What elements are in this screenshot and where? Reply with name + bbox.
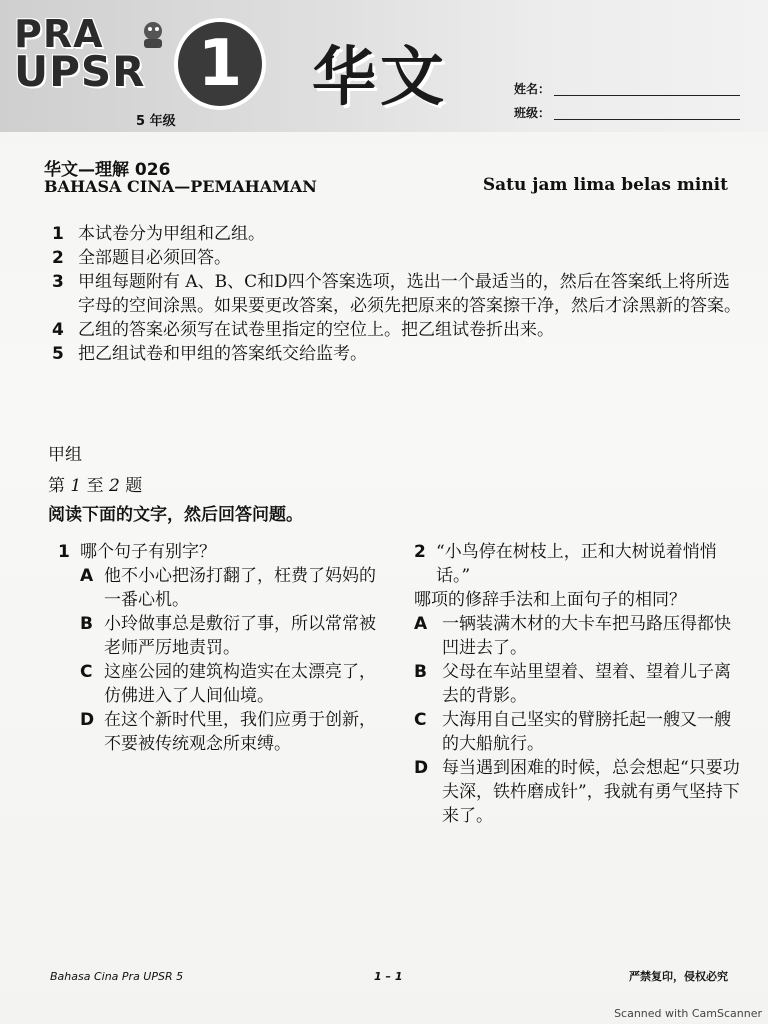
instruction-text: 甲组每题附有 A、B、C和D四个答案选项，选出一个最适当的，然后在答案纸上将所选字母的空间涂黑。如果要更改答案，必须先把原来的答案擦干净，然后才涂黑新的答案。 (78, 272, 741, 316)
instruction-number: 3 (52, 272, 64, 292)
instruction-number: 4 (52, 320, 64, 340)
question-stem-secondary: 哪项的修辞手法和上面句子的相同？ (414, 590, 686, 610)
option-label: A (414, 614, 428, 634)
subject-chinese: 华文—理解 026 (44, 160, 171, 180)
class-field (514, 104, 742, 122)
page-title: 华文 (312, 41, 448, 115)
grade-label: 5 年级 (136, 114, 176, 129)
range-from: 1 (70, 476, 82, 496)
instruction-text: 把乙组试卷和甲组的答案纸交给监考。 (78, 344, 367, 364)
option-c[interactable] (414, 708, 744, 756)
logo-line1: PRA (14, 12, 104, 56)
footer-book-title: Bahasa Cina Pra UPSR 5 (50, 970, 184, 983)
option-text: 这座公园的建筑构造实在太漂亮了，仿佛进入了人间仙境。 (104, 662, 376, 706)
logo-line2: UPSR (14, 47, 146, 96)
instruction-text: 乙组的答案必须写在试卷里指定的空位上。把乙组试卷折出来。 (78, 320, 554, 340)
option-text: 他不小心把汤打翻了，枉费了妈妈的一番心机。 (104, 566, 376, 610)
instruction-text: 全部题目必须回答。 (78, 248, 231, 268)
question-2 (414, 540, 744, 828)
exam-duration: Satu jam lima belas minit (482, 175, 728, 195)
name-blank-line[interactable] (554, 95, 740, 96)
name-field (514, 80, 742, 98)
range-prefix: 第 (48, 476, 65, 496)
option-b[interactable] (58, 612, 388, 660)
option-label: A (80, 566, 94, 586)
range-mid: 至 (86, 476, 104, 496)
footer-copyright: 严禁复印，侵权必究 (629, 970, 728, 983)
question-stem: 哪个句子有别字？ (80, 542, 216, 562)
range-suffix: 题 (125, 476, 143, 496)
option-text: 大海用自己坚实的臂膀托起一艘又一艘的大船航行。 (442, 710, 731, 754)
instruction-number: 1 (52, 224, 64, 244)
instruction-item (52, 222, 742, 246)
instructions-list (52, 222, 742, 366)
range-to: 2 (109, 476, 120, 496)
name-label: 姓名： (514, 82, 551, 96)
option-text: 一辆装满木材的大卡车把马路压得都快凹进去了。 (442, 614, 731, 658)
question-stem: “小鸟停在树枝上，正和大树说着悄悄话。” (436, 542, 717, 586)
option-a[interactable] (414, 612, 744, 660)
logo-number: 1 (174, 18, 266, 110)
option-d[interactable] (58, 708, 388, 756)
subject-malay: BAHASA CINA—PEMAHAMAN (44, 177, 317, 196)
mascot-icon (134, 20, 172, 50)
question-1 (58, 540, 388, 756)
instruction-number: 2 (52, 248, 64, 268)
instruction-item (52, 246, 742, 270)
section-title: 甲组 (48, 445, 82, 465)
option-label: B (414, 662, 427, 682)
instruction-item (52, 270, 742, 318)
instruction-number: 5 (52, 344, 64, 364)
question-range (48, 471, 142, 496)
option-label: B (80, 614, 93, 634)
option-label: C (80, 662, 93, 682)
pra-upsr-logo (14, 14, 244, 114)
option-text: 在这个新时代里，我们应勇于创新，不要被传统观念所束缚。 (104, 710, 376, 754)
option-text: 父母在车站里望着、望着、望着儿子离去的背影。 (442, 662, 731, 706)
instruction-text: 本试卷分为甲组和乙组。 (78, 224, 265, 244)
option-b[interactable] (414, 660, 744, 708)
question-number: 2 (414, 542, 426, 562)
option-label: D (414, 758, 429, 778)
option-c[interactable] (58, 660, 388, 708)
scanner-watermark: Scanned with CamScanner (614, 1007, 762, 1020)
reading-prompt: 阅读下面的文字，然后回答问题。 (48, 505, 303, 525)
option-d[interactable] (414, 756, 744, 828)
question-number: 1 (58, 542, 70, 562)
option-text: 每当遇到困难的时候，总会想起“只要功夫深，铁杵磨成针”，我就有勇气坚持下来了。 (442, 758, 740, 826)
option-label: D (80, 710, 95, 730)
option-a[interactable] (58, 564, 388, 612)
instruction-item (52, 318, 742, 342)
class-blank-line[interactable] (554, 119, 740, 120)
instruction-item (52, 342, 742, 366)
option-text: 小玲做事总是敷衍了事，所以常常被老师严厉地责罚。 (104, 614, 376, 658)
option-label: C (414, 710, 427, 730)
footer-page-number: 1 – 1 (374, 970, 403, 983)
class-label: 班级： (514, 106, 551, 120)
